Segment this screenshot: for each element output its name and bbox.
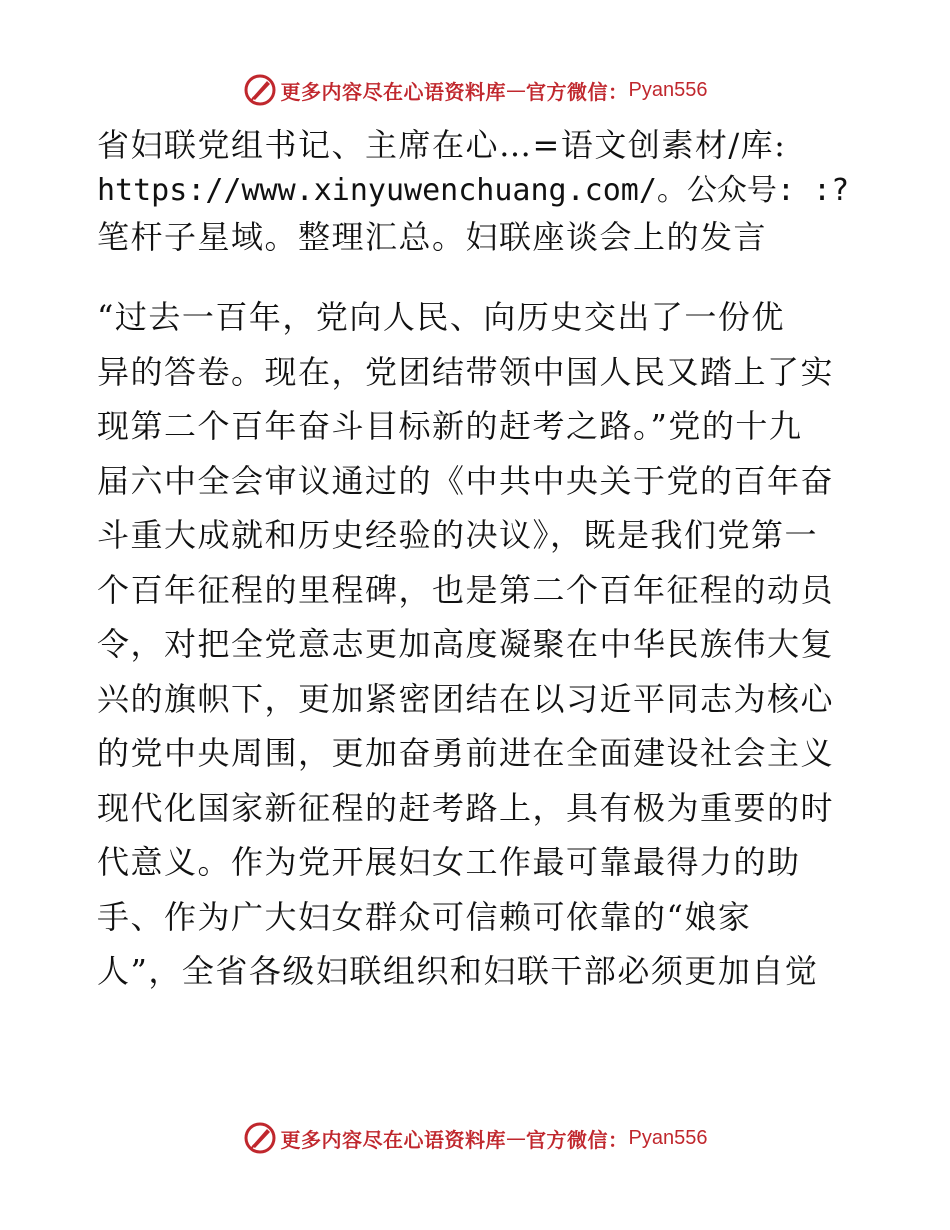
document-heading — [97, 122, 857, 260]
watermark-text: 更多内容尽在心语资料库 — [280, 1127, 507, 1152]
body-line: 现代化国家新征程的赶考路上，具有极为重要的时 — [97, 788, 835, 827]
watermark-separator: — — [506, 78, 527, 102]
heading-line-url: https://www.xinyuwenchuang.com/。公众号: :? — [97, 173, 850, 208]
heading-line: 笔杆子星域。整理汇总。妇联座谈会上的发言 — [97, 218, 768, 256]
body-line: 兴的旗帜下，更加紧密团结在以习近平同志为核心 — [97, 679, 835, 718]
header-watermark — [0, 70, 950, 110]
watermark-wechat-id: Pyan556 — [628, 78, 708, 101]
body-line: 手、作为广大妇女群众可信赖可依靠的“娘家 — [97, 897, 752, 936]
feather-pen-seal-icon — [243, 1121, 277, 1155]
watermark-wechat-label: 官方微信： — [526, 1127, 629, 1152]
body-paragraph — [97, 290, 857, 999]
body-line: “过去一百年，党向人民、向历史交出了一份优 — [97, 298, 785, 336]
document-body — [97, 122, 857, 999]
body-line: 现第二个百年奋斗目标新的赶考之路。”党的十九 — [97, 407, 803, 445]
body-line: 届六中全会审议通过的《中共中央关于党的百年奋 — [97, 461, 835, 500]
body-line: 人”，全省各级妇联组织和妇联干部必须更加自觉 — [97, 952, 819, 990]
watermark-wechat-label: 官方微信： — [526, 79, 629, 104]
body-line: 异的答卷。现在，党团结带领中国人民又踏上了实 — [97, 352, 835, 391]
footer-watermark — [0, 1118, 950, 1158]
heading-line: 省妇联党组书记、主席在心…=语文创素材/库: — [97, 126, 787, 164]
body-line: 代意义。作为党开展妇女工作最可靠最得力的助 — [97, 843, 801, 881]
watermark-text: 更多内容尽在心语资料库 — [280, 79, 507, 104]
watermark-wechat-id: Pyan556 — [628, 1126, 708, 1149]
watermark-separator: — — [506, 1126, 527, 1150]
body-line: 个百年征程的里程碑，也是第二个百年征程的动员 — [97, 570, 835, 609]
body-line: 斗重大成就和历史经验的决议》，既是我们党第一 — [97, 516, 819, 554]
body-line: 的党中央周围，更加奋勇前进在全面建设社会主义 — [97, 734, 835, 772]
body-line: 令，对把全党意志更加高度凝聚在中华民族伟大复 — [97, 625, 835, 663]
feather-pen-seal-icon — [243, 73, 277, 107]
